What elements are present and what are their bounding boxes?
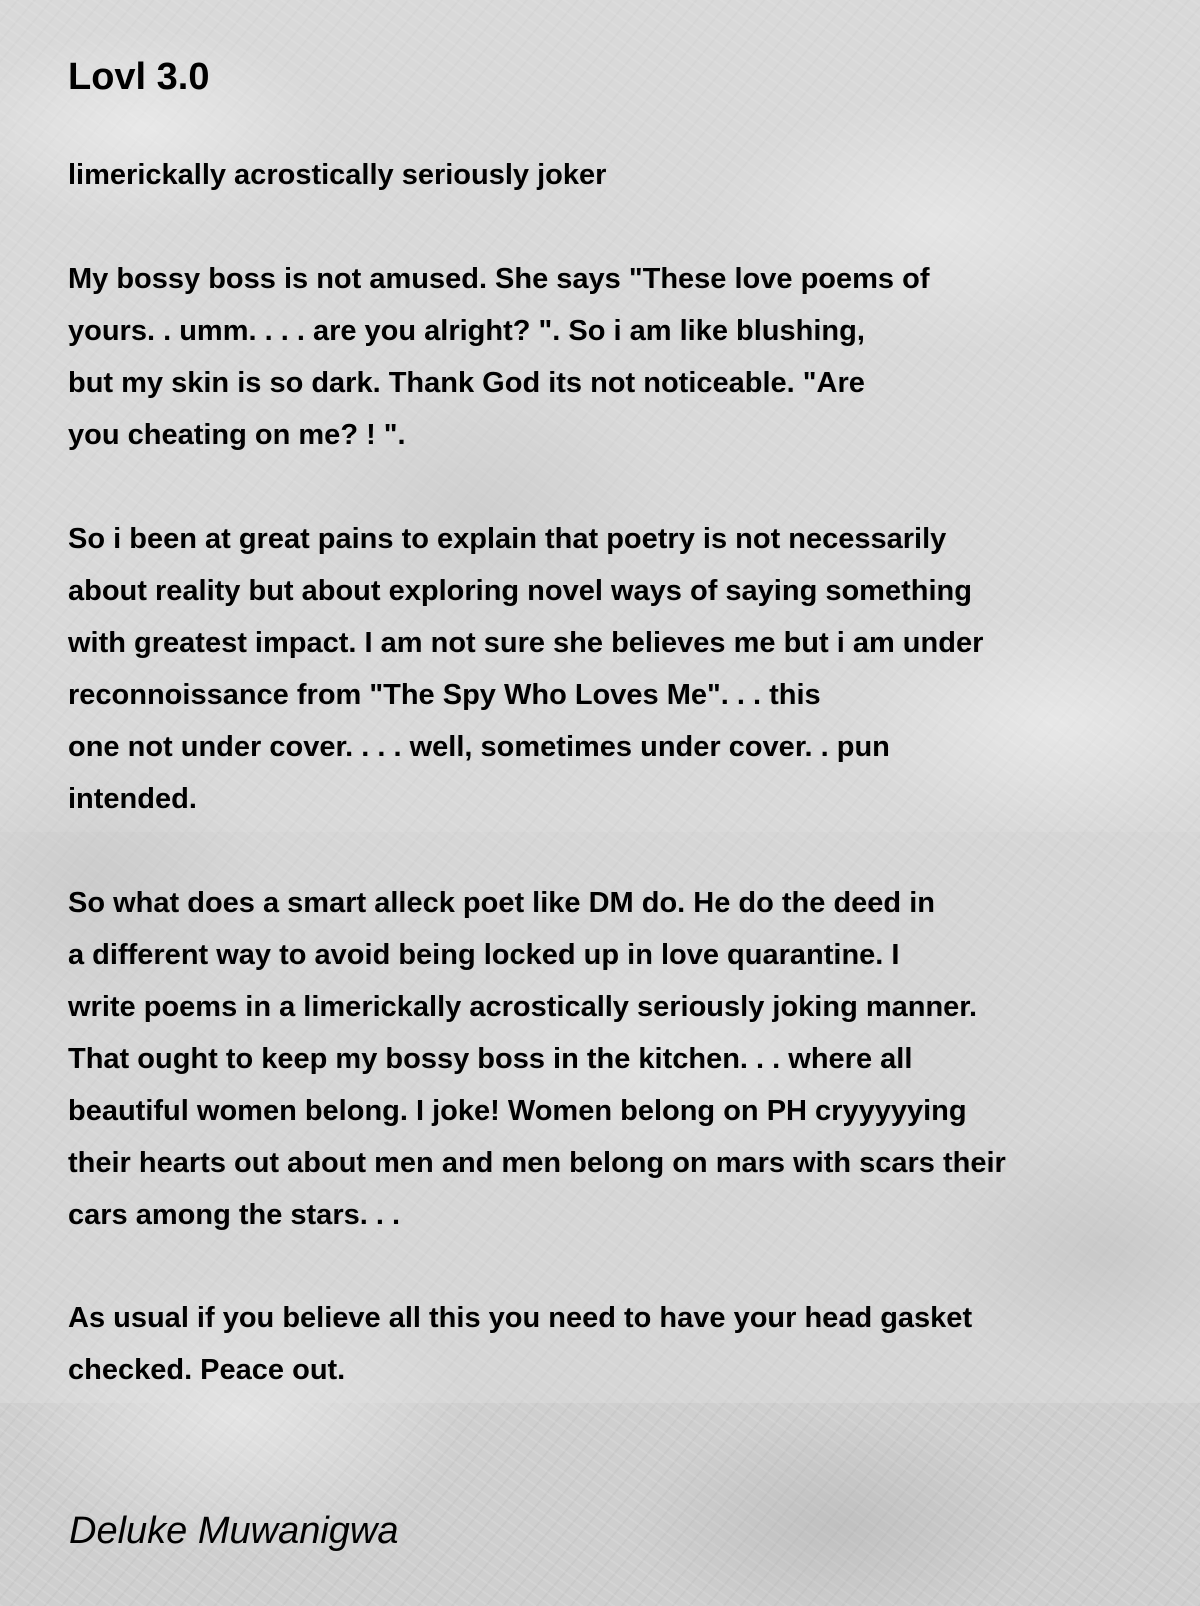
poem-paragraph-2 [68,513,983,825]
poem-line: My bossy boss is not amused. She says "These love poems of [68,263,930,295]
poem-line: you cheating on me? ! ". [68,419,406,451]
poem-line: limerickally acrostically seriously joker [68,159,607,191]
poem-paragraph-3 [68,877,1006,1241]
poem-line: their hearts out about men and men belong on mars with scars their [68,1147,1006,1179]
poem-line: but my skin is so dark. Thank God its not noticeable. "Are [68,367,865,399]
poem-title: Lovl 3.0 [68,56,210,98]
poem-line: So i been at great pains to explain that poetry is not necessarily [68,523,947,555]
poem-line: one not under cover. . . . well, sometimes under cover. . pun [68,731,890,763]
poem-line: As usual if you believe all this you need to have your head gasket [68,1302,973,1334]
poem-line: reconnoissance from "The Spy Who Loves Me". . . this [68,679,821,711]
poem-line: That ought to keep my bossy boss in the kitchen. . . where all [68,1043,913,1075]
poem-subtitle [68,149,606,201]
poem-line: a different way to avoid being locked up in love quarantine. I [68,939,900,971]
poem-line: about reality but about exploring novel ways of saying something [68,575,972,607]
poem-line: write poems in a limerickally acrostically seriously joking manner. [68,991,978,1023]
poem-author: Deluke Muwanigwa [69,1510,399,1552]
poem-line: beautiful women belong. I joke! Women belong on PH cryyyyying [68,1095,967,1127]
poem-line: So what does a smart alleck poet like DM do. He do the deed in [68,887,935,919]
poem-line: checked. Peace out. [68,1354,346,1386]
poem-line: yours. . umm. . . . are you alright? ". So i am like blushing, [68,315,865,347]
poem-line: cars among the stars. . . [68,1199,401,1231]
poem-paragraph-4 [68,1292,972,1396]
poem-paragraph-1 [68,253,929,461]
poem-line: intended. [68,783,197,815]
poem-line: with greatest impact. I am not sure she believes me but i am under [68,627,984,659]
